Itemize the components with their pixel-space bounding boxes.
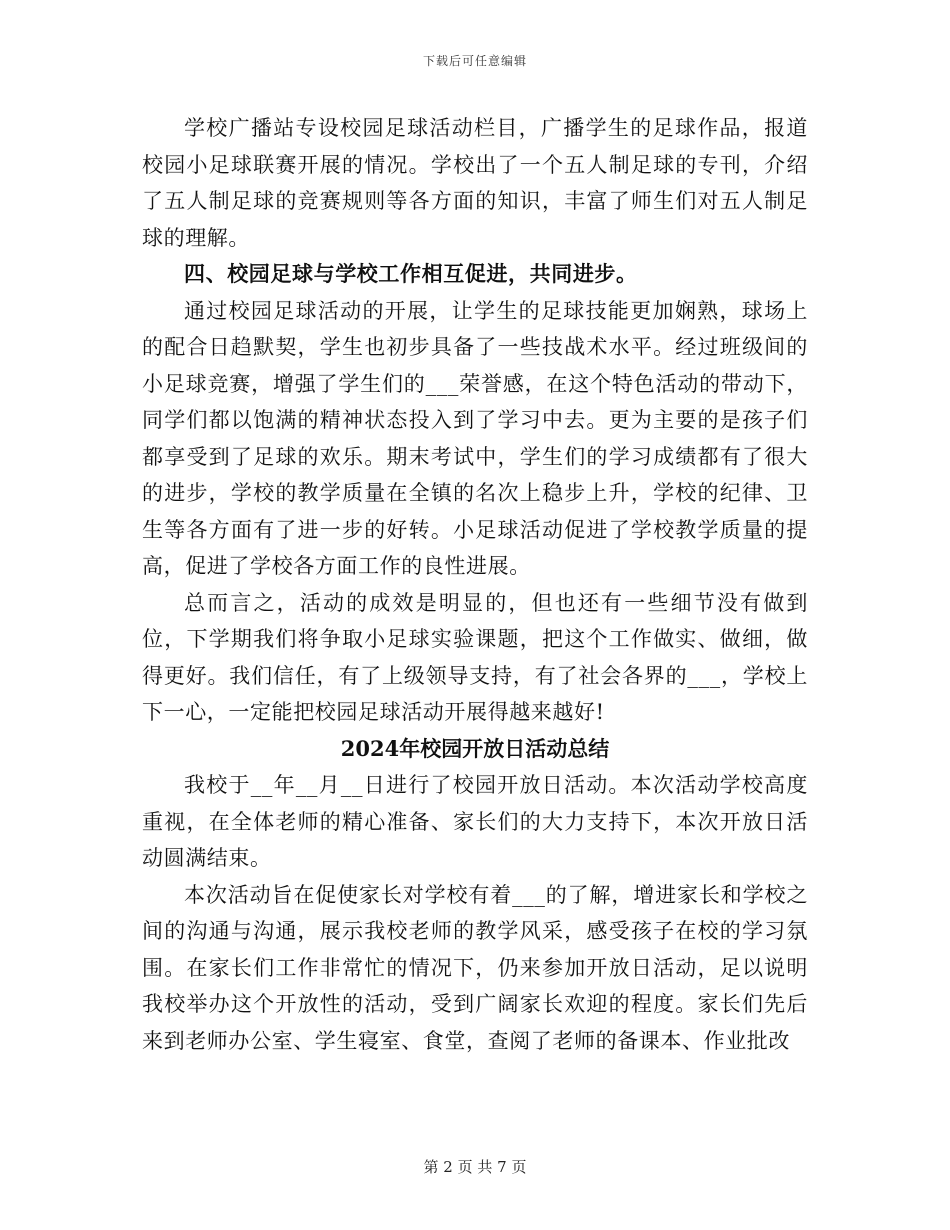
page-footer: 第 2 页 共 7 页 xyxy=(423,1158,527,1176)
section-heading-four: 四、校园足球与学校工作相互促进，共同进步。 xyxy=(184,261,638,286)
paragraph-purpose: 本次活动旨在促使家长对学校有着___的了解，增进家长和学校之间的沟通与沟通，展示我校老师的教学风采，感受孩子在校的学习氛围。在家长们工作非常忙的情况下，仍来参加开放日活动，足以说明我校举办这个开放性的活动，受到广阔家长欢迎的程度。家长们先后来到老师办公室、学生寝室、食堂，查阅了老师的备课本、作业批改 xyxy=(142,882,808,1053)
paragraph-broadcast: 学校广播站专设校园足球活动栏目，广播学生的足球作品，报道校园小足球联赛开展的情况。学校出了一个五人制足球的专刊，介绍了五人制足球的竞赛规则等各方面的知识，丰富了师生们对五人制足球的理解。 xyxy=(142,116,808,250)
paragraph-progress: 通过校园足球活动的开展，让学生的足球技能更加娴熟，球场上的配合日趋默契，学生也初步具备了一些技战术水平。经过班级间的小足球竞赛，增强了学生们的___荣誉感，在这个特色活动的带动下，同学们都以饱满的精神状态投入到了学习中去。更为主要的是孩子们都享受到了足球的欢乐。期末考试中，学生们的学习成绩都有了很大的进步，学校的教学质量在全镇的名次上稳步上升，学校的纪律、卫生等各方面有了进一步的好转。小足球活动促进了学校教学质量的提高，促进了学校各方面工作的良性进展。 xyxy=(142,298,808,578)
page-header: 下载后可任意编辑 xyxy=(422,54,527,68)
document-body xyxy=(142,110,808,1059)
paragraph-summary: 总而言之，活动的成效是明显的，但也还有一些细节没有做到位，下学期我们将争取小足球实验课题，把这个工作做实、做细，做得更好。我们信任，有了上级领导支持，有了社会各界的___，学校上下一心，一定能把校园足球活动开展得越来越好! xyxy=(142,590,808,724)
document-title: 2024年校园开放日活动总结 xyxy=(340,735,610,761)
paragraph-open-day: 我校于__年__月__日进行了校园开放日活动。本次活动学校高度重视，在全体老师的精心准备、家长们的大力支持下，本次开放日活动圆满结束。 xyxy=(142,773,808,870)
